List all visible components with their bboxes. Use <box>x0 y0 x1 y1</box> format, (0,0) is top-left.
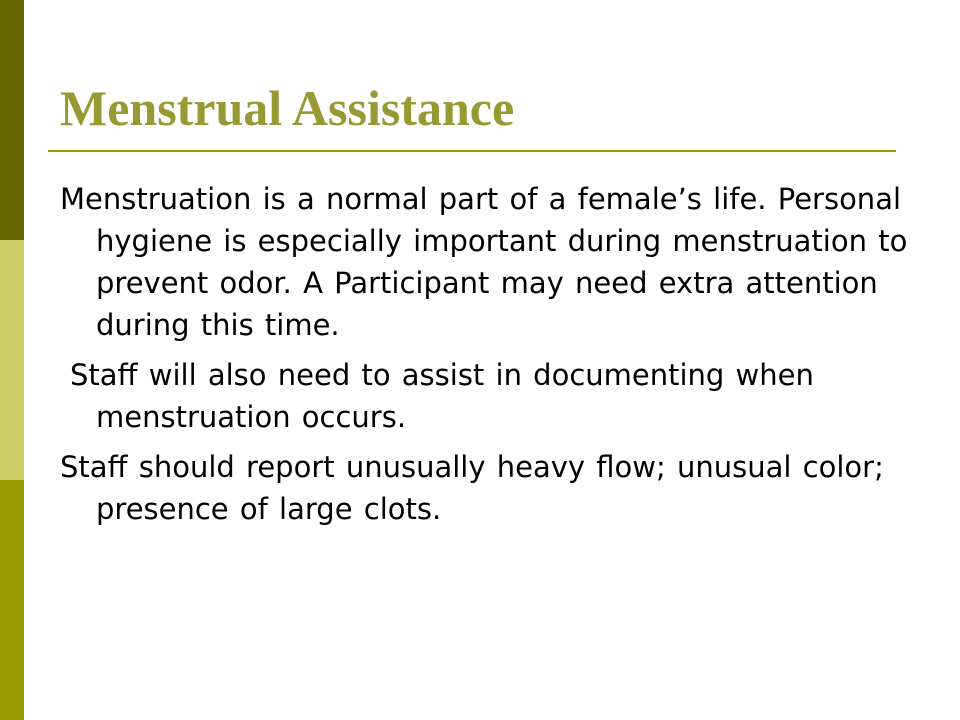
left-accent-bar <box>0 0 24 720</box>
paragraph-staff-documenting: Staff will also need to assist in documenting when menstruation occurs. <box>70 358 814 434</box>
accent-bar-bottom <box>0 480 24 720</box>
slide-body <box>60 178 920 538</box>
title-underline <box>48 150 896 152</box>
paragraph-menstruation-normal: Menstruation is a normal part of a female’s life. Personal hygiene is especially important during menstruation to prevent odor. A Participant may need extra attention during this time. <box>60 182 908 342</box>
paragraph-staff-report: Staff should report unusually heavy flow; unusual color; presence of large clots. <box>60 450 884 526</box>
accent-bar-middle <box>0 240 24 480</box>
accent-bar-top <box>0 0 24 240</box>
slide-title: Menstrual Assistance <box>60 80 515 136</box>
